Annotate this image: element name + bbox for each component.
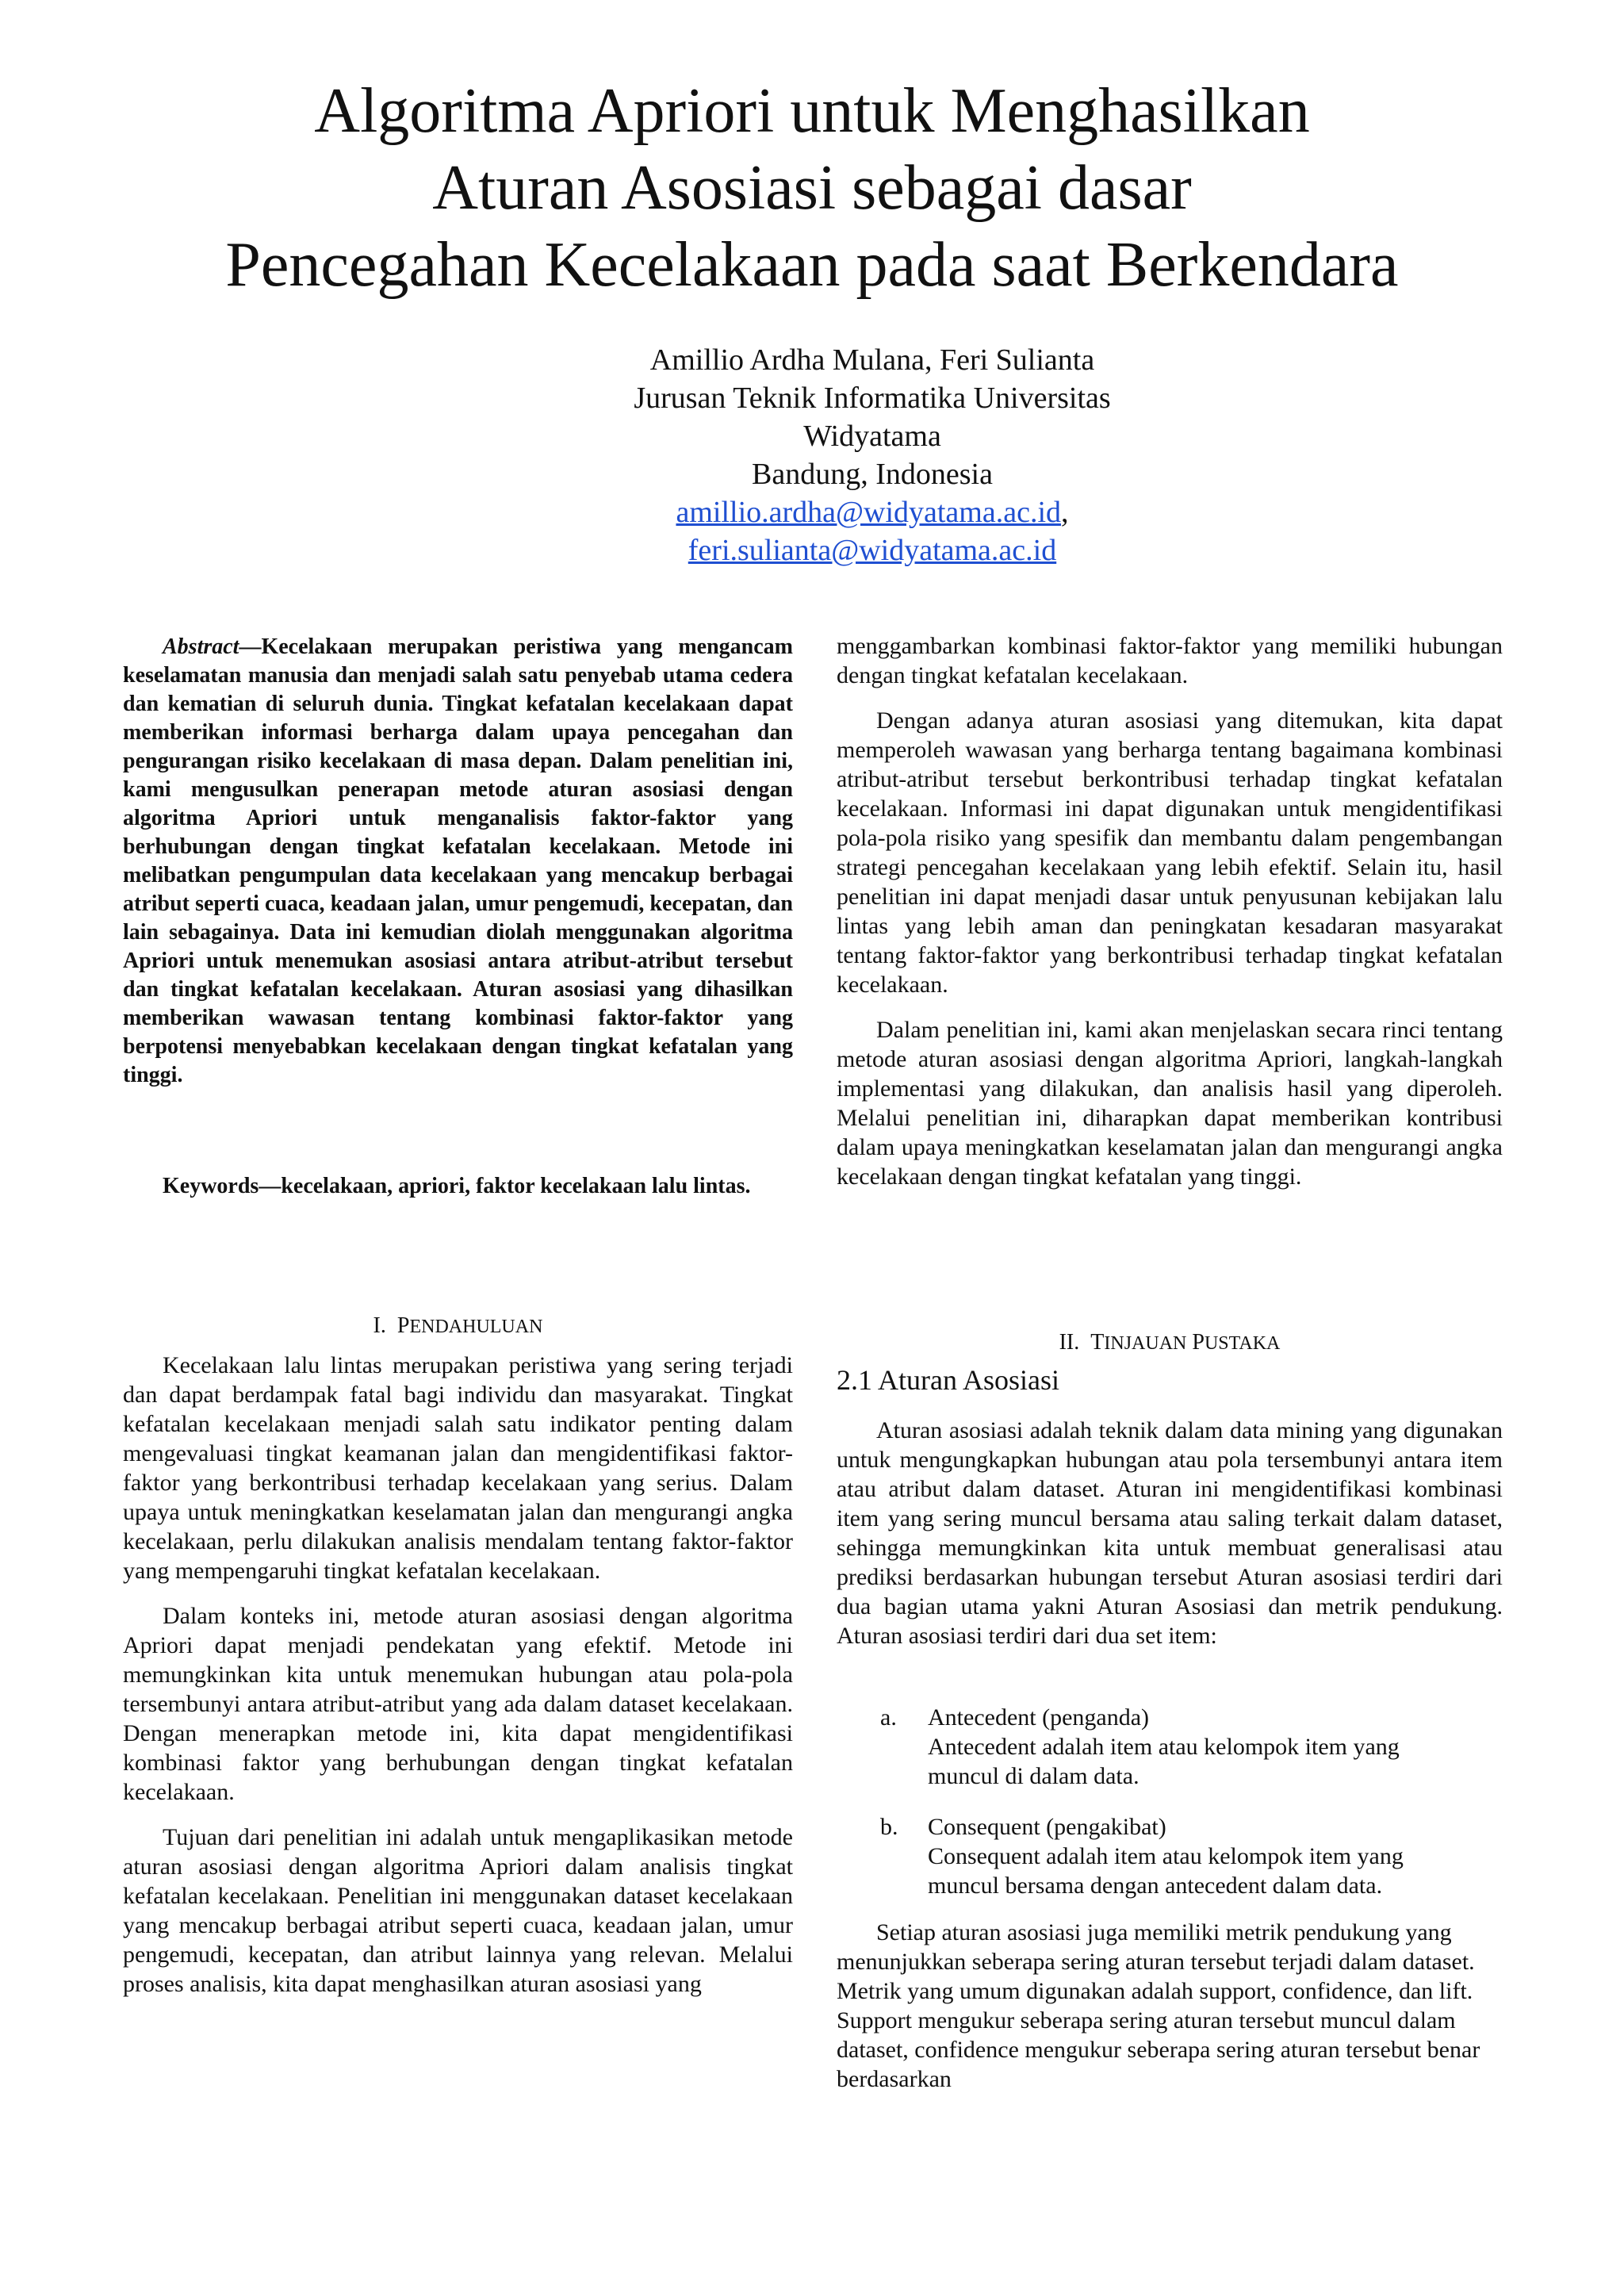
subsection-2-1-heading: 2.1 Aturan Asosiasi [837, 1364, 1060, 1396]
author-names: Amillio Ardha Mulana, Feri Sulianta [649, 343, 1095, 377]
abstract-label: Abstract [163, 634, 239, 659]
left-column-body [123, 1351, 793, 1999]
section-2-initial-2: P [1192, 1330, 1205, 1355]
right-paragraph-1: Dengan adanya aturan asosiasi yang ditemukan, kita dapat memperoleh wawasan yang berharga tentang bagaimana kombinasi atribut-atribut tersebut berkontribusi terhadap tingkat kefatalan kecelakaan. Informasi ini dapat digunakan untuk mengidentifikasi pola-pola risiko yang spesifik dan membantu dalam pengembangan strategi pencegahan kecelakaan yang lebih efektif. Selain itu, hasil penelitian ini dapat menjadi dasar untuk penyusunan kebijakan lalu lintas yang lebih aman dan peningkatan kesadaran masyarakat tentang faktor-faktor yang berkontribusi terhadap tingkat kefatalan kecelakaan. [837, 707, 1503, 998]
section-2-heading [837, 1329, 1503, 1357]
abstract [123, 633, 793, 1090]
right-paragraph-2: Dalam penelitian ini, kami akan menjelaskan secara rinci tentang metode aturan asosiasi dengan algoritma Apriori, langkah-langkah implementasi yang dilakukan, dan analisis hasil yang diperoleh. Melalui penelitian ini, diharapkan dapat memberikan kontribusi dalam upaya meningkatkan keselamatan jalan dan mengurangi angka kecelakaan dengan tingkat kefatalan yang tinggi. [837, 1017, 1503, 1190]
section-2-initial-1: T [1090, 1330, 1105, 1355]
email-separator: , [1061, 496, 1069, 529]
section-1-rest: ENDAHULUAN [409, 1317, 543, 1337]
section-2-rest-2: USTAKA [1204, 1333, 1281, 1354]
right-column-top [837, 631, 1503, 1191]
section-1-paragraph-3: Tujuan dari penelitian ini adalah untuk mengaplikasikan metode aturan asosiasi dengan algoritma Apriori dalam analisis tingkat kefatalan kecelakaan. Penelitian ini menggunakan dataset kecelakaan yang mencakup berbagai atribut seperti cuaca, keadaan jalan, umur pengemudi, kecepatan, dan atribut lainnya yang relevan. Melalui proses analisis, kita dapat menghasilkan aturan asosiasi yang [123, 1824, 793, 1997]
section-1-number: I. [373, 1313, 386, 1338]
section-2-rest-1: INJAUAN [1104, 1333, 1187, 1354]
title-line-2: Aturan Asosiasi sebagai dasar [432, 153, 1192, 223]
section-2-paragraph-2-block [837, 1918, 1503, 2094]
list-item [837, 1812, 1503, 1900]
list-item-text [928, 1703, 1503, 1791]
section-2-number: II. [1059, 1330, 1080, 1355]
section-1-heading [123, 1313, 793, 1340]
section-1-paragraph-2: Dalam konteks ini, metode aturan asosiasi dengan algoritma Apriori dapat menjadi pendekatan yang efektif. Metode ini memungkinkan kita untuk menemukan hubungan atau pola-pola tersembunyi antara atribut-atribut yang ada dalam dataset kecelakaan. Dengan menerapkan metode ini, kita dapat mengidentifikasi kombinasi faktor yang berhubungan dengan tingkat kefatalan kecelakaan. [123, 1603, 793, 1805]
title-line-3: Pencegahan Kecelakaan pada saat Berkendara [225, 230, 1399, 300]
list-item-text [928, 1812, 1503, 1900]
list-item [837, 1703, 1503, 1791]
list-item-desc-line-1: Consequent adalah item atau kelompok item yang [928, 1843, 1404, 1869]
list-item-title: Consequent (pengakibat) [928, 1814, 1166, 1840]
right-paragraph-continued: menggambarkan kombinasi faktor-faktor yang memiliki hubungan dengan tingkat kefatalan kecelakaan. [837, 633, 1503, 688]
section-1-initial: P [396, 1313, 410, 1338]
abstract-text: —Kecelakaan merupakan peristiwa yang mengancam keselamatan manusia dan menjadi salah satu penyebab utama cedera dan kematian di seluruh dunia. Tingkat kefatalan kecelakaan dapat memberikan informasi berharga dalam upaya pencegahan dan pengurangan risiko kecelakaan di masa depan. Dalam penelitian ini, kami mengusulkan penerapan metode aturan asosiasi dengan algoritma Apriori untuk menganalisis faktor-faktor yang berhubungan dengan tingkat kefatalan kecelakaan. Metode ini melibatkan pengumpulan data kecelakaan yang mencakup berbagai atribut seperti cuaca, keadaan jalan, umur pengemudi, kecepatan, dan lain sebagainya. Data ini kemudian diolah menggunakan algoritma Apriori untuk menemukan asosiasi antara atribut-atribut tersebut dan tingkat kefatalan kecelakaan. Aturan asosiasi yang dihasilkan memberikan wawasan tentang kombinasi faktor-faktor yang berpotensi menyebabkan kecelakaan dengan tingkat kefatalan yang tinggi. [123, 634, 793, 1087]
list-item-number: b. [880, 1814, 898, 1840]
list-item-title: Antecedent (penganda) [928, 1704, 1150, 1731]
paper-title [0, 73, 1624, 304]
affiliation-line-2: Widyatama [803, 420, 941, 453]
section-1-paragraph-1: Kecelakaan lalu lintas merupakan peristiwa yang sering terjadi dan dapat berdampak fatal bagi individu dan masyarakat. Tingkat kefatalan kecelakaan menjadi salah satu indikator penting dalam mengevaluasi tingkat keamanan jalan dan mengidentifikasi faktor-faktor yang berkontribusi terhadap kecelakaan yang serius. Dalam upaya untuk meningkatkan keselamatan jalan dan mengurangi angka kecelakaan, perlu dilakukan analisis mendalam tentang faktor-faktor yang mempengaruhi tingkat kefatalan kecelakaan. [123, 1352, 793, 1584]
email-line-1 [381, 493, 1364, 531]
email-link-1[interactable]: amillio.ardha@widyatama.ac.id [676, 496, 1062, 529]
keywords: Keywords—kecelakaan, apriori, faktor kecelakaan lalu lintas. [163, 1174, 751, 1198]
list-item-desc-line-1: Antecedent adalah item atau kelompok item yang [928, 1734, 1400, 1760]
section-2-paragraph-2: Setiap aturan asosiasi juga memiliki metrik pendukung yang menunjukkan seberapa sering aturan tersebut terjadi dalam dataset. Metrik yang umum digunakan adalah support, confidence, dan lift. Support mengukur seberapa sering aturan tersebut muncul dalam dataset, confidence mengukur seberapa sering aturan tersebut benar berdasarkan [837, 1919, 1480, 2092]
list-item-number: a. [880, 1704, 897, 1731]
title-line-1: Algoritma Apriori untuk Menghasilkan [314, 76, 1310, 146]
email-link-2[interactable]: feri.sulianta@widyatama.ac.id [688, 534, 1057, 567]
affiliation-line-1: Jurusan Teknik Informatika Universitas [634, 381, 1111, 415]
email-line-2 [381, 531, 1364, 569]
section-2-paragraph-1: Aturan asosiasi adalah teknik dalam data mining yang digunakan untuk mengungkapkan hubungan atau pola tersembunyi antara item atau atribut dalam dataset. Aturan ini mengidentifikasi kombinasi item yang sering muncul bersama atau saling terkait dalam dataset, sehingga memungkinkan kita untuk membuat generalisasi atau prediksi berdasarkan hubungan tersebut Aturan asosiasi terdiri dari dua bagian utama yakni Aturan Asosiasi dan metrik pendukung. Aturan asosiasi terdiri dari dua set item: [837, 1417, 1503, 1649]
list-item-desc-line-2: muncul bersama dengan antecedent dalam data. [928, 1872, 1383, 1899]
author-block [381, 341, 1364, 569]
list-item-desc-line-2: muncul di dalam data. [928, 1763, 1139, 1789]
section-2-paragraph-1-block [837, 1416, 1503, 1650]
location: Bandung, Indonesia [752, 458, 993, 491]
